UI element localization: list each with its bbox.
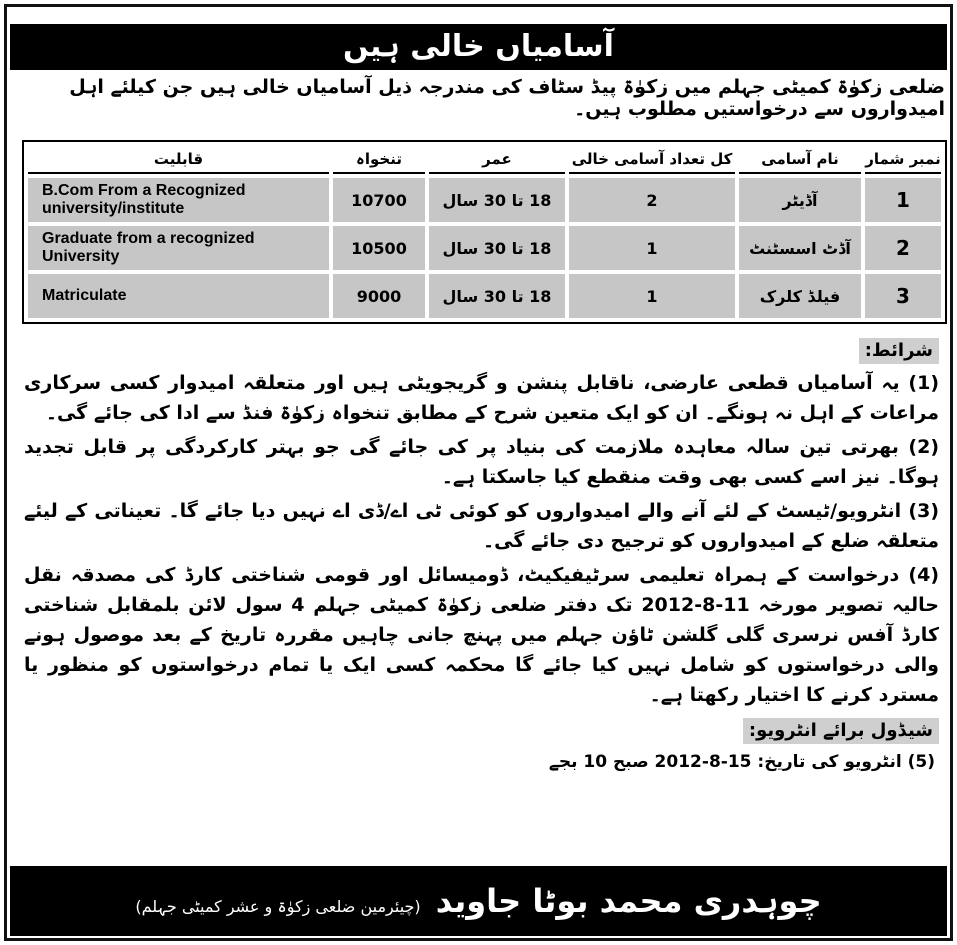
serial-cell: 1 [865,178,941,222]
col-count: کل تعداد آسامی خالی [569,146,735,174]
condition-3: (3) انٹرویو/ٹیسٹ کے لئے آنے والے امیدواروں کو کوئی ٹی اے/ڈی اے نہیں دیا جائے گا۔ تعیناتی کے لیئے متعلقہ ضلع کے امیدواروں کو ترجیح دی جائے گی۔ [24,500,939,552]
interview-date: (5) انٹرویو کی تاریخ: 15-8-2012 صبح 10 بجے [548,752,935,772]
vacancy-table [22,140,947,324]
post-cell: آڈٹ اسسٹنٹ [739,226,861,270]
table-row [28,178,941,222]
condition-1: (1) یہ آسامیاں قطعی عارضی، ناقابل پنشن و گریجویٹی ہیں اور متعلقہ امیدوار کسی سرکاری مراعات کے اہل نہ ہونگے۔ ان کو ایک متعین شرح کے مطابق تنخواہ زکوٰۃ فنڈ سے ادا کی جائے گی۔ [24,372,939,424]
condition-4: (4) درخواست کے ہمراہ تعلیمی سرٹیفیکیٹ، ڈومیسائل اور قومی شناختی کارڈ کی مصدقہ نقل حالیہ تصویر مورخہ 11-8-2012 تک دفتر ضلعی زکوٰۃ کمیٹی جہلم 4 سول لائن بلمقابل شناختی کارڈ آفس نرسری گلی گلشن ٹاؤن جہلم میں پہنچ جانی چاہیں مقررہ تاریخ کے بعد موصول ہونے والی درخواستوں کو شامل نہیں کیا جائے گا محکمہ کسی ایک یا تمام درخواستوں کو منظور یا مسترد کرنے کا اختیار رکھتا ہے۔ [24,564,939,706]
qualification-cell: Matriculate [28,274,329,318]
serial-cell: 2 [865,226,941,270]
signatory-name: چوہدری محمد بوٹا جاوید [435,882,822,920]
schedule-heading: شیڈول برائے انٹرویو: [743,718,939,744]
post-cell: فیلڈ کلرک [739,274,861,318]
serial-cell: 3 [865,274,941,318]
conditions-heading: شرائط: [859,338,939,364]
salary-cell: 10500 [333,226,425,270]
count-cell: 2 [569,178,735,222]
col-post: نام آسامی [739,146,861,174]
qualification-cell: B.Com From a Recognized university/institute [28,178,329,222]
count-cell: 1 [569,226,735,270]
age-cell: 18 تا 30 سال [429,178,565,222]
age-cell: 18 تا 30 سال [429,274,565,318]
col-age: عمر [429,146,565,174]
qualification-cell: Graduate from a recognized University [28,226,329,270]
conditions-section [24,338,939,862]
count-cell: 1 [569,274,735,318]
intro-text: ضلعی زکوٰۃ کمیٹی جہلم میں زکوٰۃ پیڈ سٹاف کی مندرجہ ذیل آسامیاں خالی ہیں جن کیلئے اہل امیدواروں سے درخواستیں مطلوب ہیں۔ [69,76,945,120]
table-row [28,226,941,270]
col-qualification: قابلیت [28,146,329,174]
salary-cell: 10700 [333,178,425,222]
post-cell: آڈیٹر [739,178,861,222]
age-cell: 18 تا 30 سال [429,226,565,270]
salary-cell: 9000 [333,274,425,318]
condition-2: (2) بھرتی تین سالہ معاہدہ ملازمت کی بنیاد پر کی جائے گی جو بہتر کارکردگی پر قابل تجدید ہوگا۔ نیز اسے کسی بھی وقت منقطع کیا جاسکتا ہے۔ [24,436,939,488]
signatory-title: (چیئرمین ضلعی زکوٰۃ و عشر کمیٹی جہلم) [135,897,421,916]
table-row [28,274,941,318]
signatory-bar [10,866,947,936]
col-salary: تنخواہ [333,146,425,174]
col-serial: نمبر شمار [865,146,941,174]
ad-heading: آسامیاں خالی ہیں [10,24,947,70]
